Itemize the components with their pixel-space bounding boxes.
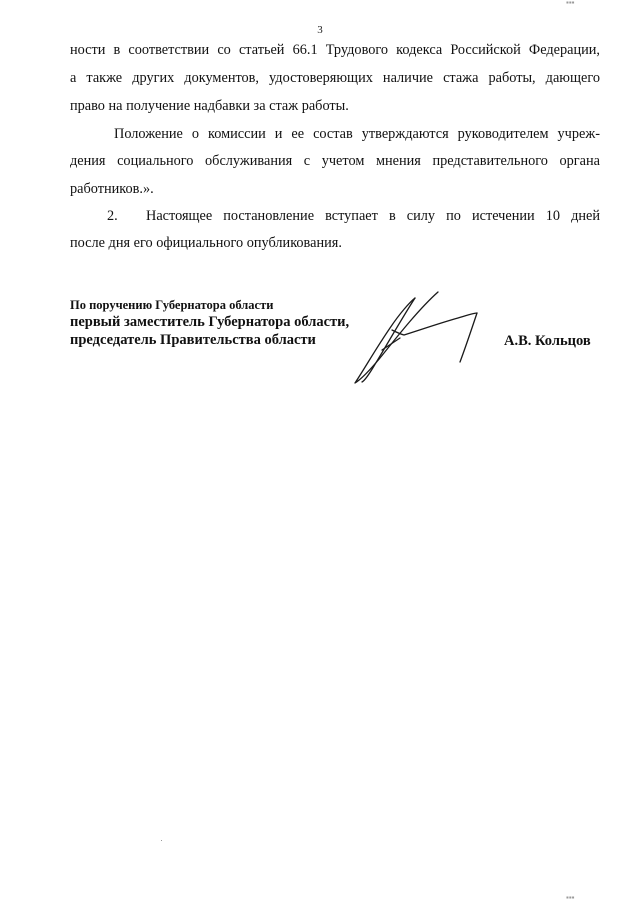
paragraph-3-line-1: Настоящее постановление вступает в силу по истечении 10 дней: [146, 208, 600, 224]
signatory-name: А.В. Кольцов: [504, 333, 591, 349]
paragraph-2-line-1: Положение о комиссии и ее состав утверждаются руководителем учреж-: [114, 126, 600, 142]
paragraph-1-line-2: а также других документов, удостоверяющих наличие стажа работы, дающего: [70, 70, 600, 86]
paragraph-2-line-2: дения социального обслуживания с учетом мнения представительного органа: [70, 153, 600, 169]
clause-number: 2.: [107, 208, 118, 224]
paragraph-2-line-3: работников.».: [70, 181, 154, 197]
scan-mark-bottom: ▪▪▪: [566, 893, 575, 902]
scan-dot: [161, 840, 162, 841]
signature-line-1: По поручению Губернатора области: [70, 298, 274, 312]
scan-mark-top: ▪▪▪: [566, 0, 575, 7]
handwritten-signature: [340, 288, 490, 388]
signature-line-3: председатель Правительства области: [70, 332, 316, 348]
signature-line-2: первый заместитель Губернатора области,: [70, 314, 350, 330]
paragraph-1-line-3: право на получение надбавки за стаж работы.: [70, 98, 349, 114]
paragraph-3-line-2: после дня его официального опубликования.: [70, 235, 342, 251]
page-number: 3: [317, 24, 323, 36]
paragraph-1-line-1: ности в соответствии со статьей 66.1 Трудового кодекса Российской Федерации,: [70, 42, 600, 58]
